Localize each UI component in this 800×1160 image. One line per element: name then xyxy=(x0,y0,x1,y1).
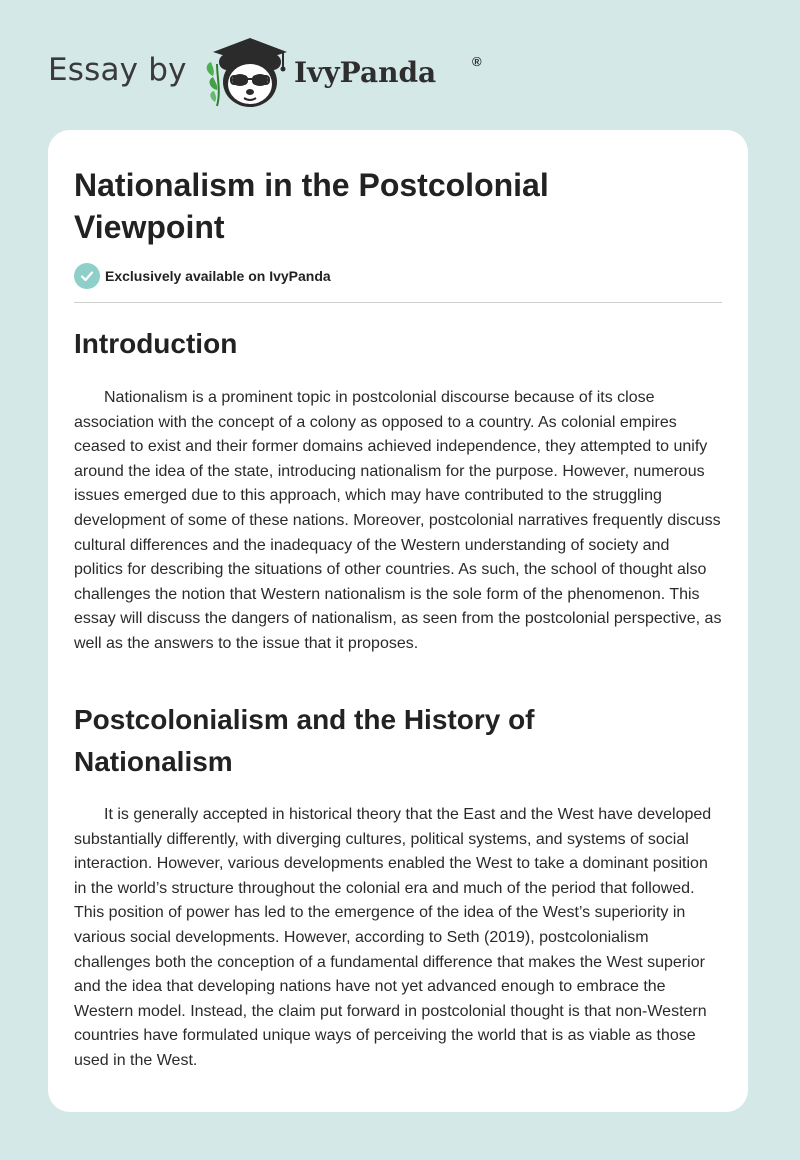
section-heading-introduction: Introduction xyxy=(74,328,238,359)
check-circle-icon xyxy=(74,263,100,289)
essay-card xyxy=(48,130,748,1112)
section-body-postcolonialism: It is generally accepted in historical theory that the East and the West have developed substantially differently, with diverging cultures, political systems, and systems of social interaction. However, various developments enabled the West to take a dominant position in the world’s structure throughout the colonial era and much of the period that followed. This position of power has led to the emergence of the idea of the West’s superiority in various social developments. However, according to Seth (2019), postcolonialism challenges both the conception of a fundamental difference that makes the West superior and the idea that developing nations have not yet advanced enough to embrace the Western model. Instead, the claim put forward in postcolonial thought is that non-Western countries have formulated unique ways of perceiving the world that is as viable as those used in the West. xyxy=(74,806,712,1069)
exclusive-badge xyxy=(74,263,331,289)
exclusive-badge-label: Exclusively available on IvyPanda xyxy=(105,268,331,284)
brand-header xyxy=(48,34,488,110)
registered-mark: ® xyxy=(472,54,482,69)
section-body-introduction: Nationalism is a prominent topic in postcolonial discourse because of its close association with the concept of a colony as opposed to a country. As colonial empires ceased to exist and their former domains achieved independence, they attempted to unify around the idea of the state, introducing nationalism for the purpose. However, numerous issues emerged due to this approach, which may have contributed to the struggling development of some of these nations. Moreover, postcolonial narratives frequently discuss cultural differences and the inadequacy of the Western understanding of society and politics for describing the situations of other countries. As such, the school of thought also challenges the notion that Western nationalism is the sole form of the phenomenon. This essay will discuss the dangers of nationalism, as seen from the postcolonial perspective, as well as the answers to the issue that it proposes. xyxy=(74,389,722,652)
essay-by-label: Essay by xyxy=(48,52,187,88)
title-divider xyxy=(74,302,722,303)
essay-title: Nationalism in the Postcolonial Viewpoint xyxy=(74,167,549,245)
section-heading-postcolonialism: Postcolonialism and the History of Nationalism xyxy=(74,704,535,777)
ivypanda-logo-icon[interactable] xyxy=(203,36,293,110)
ivypanda-wordmark[interactable]: IvyPanda xyxy=(294,56,437,89)
